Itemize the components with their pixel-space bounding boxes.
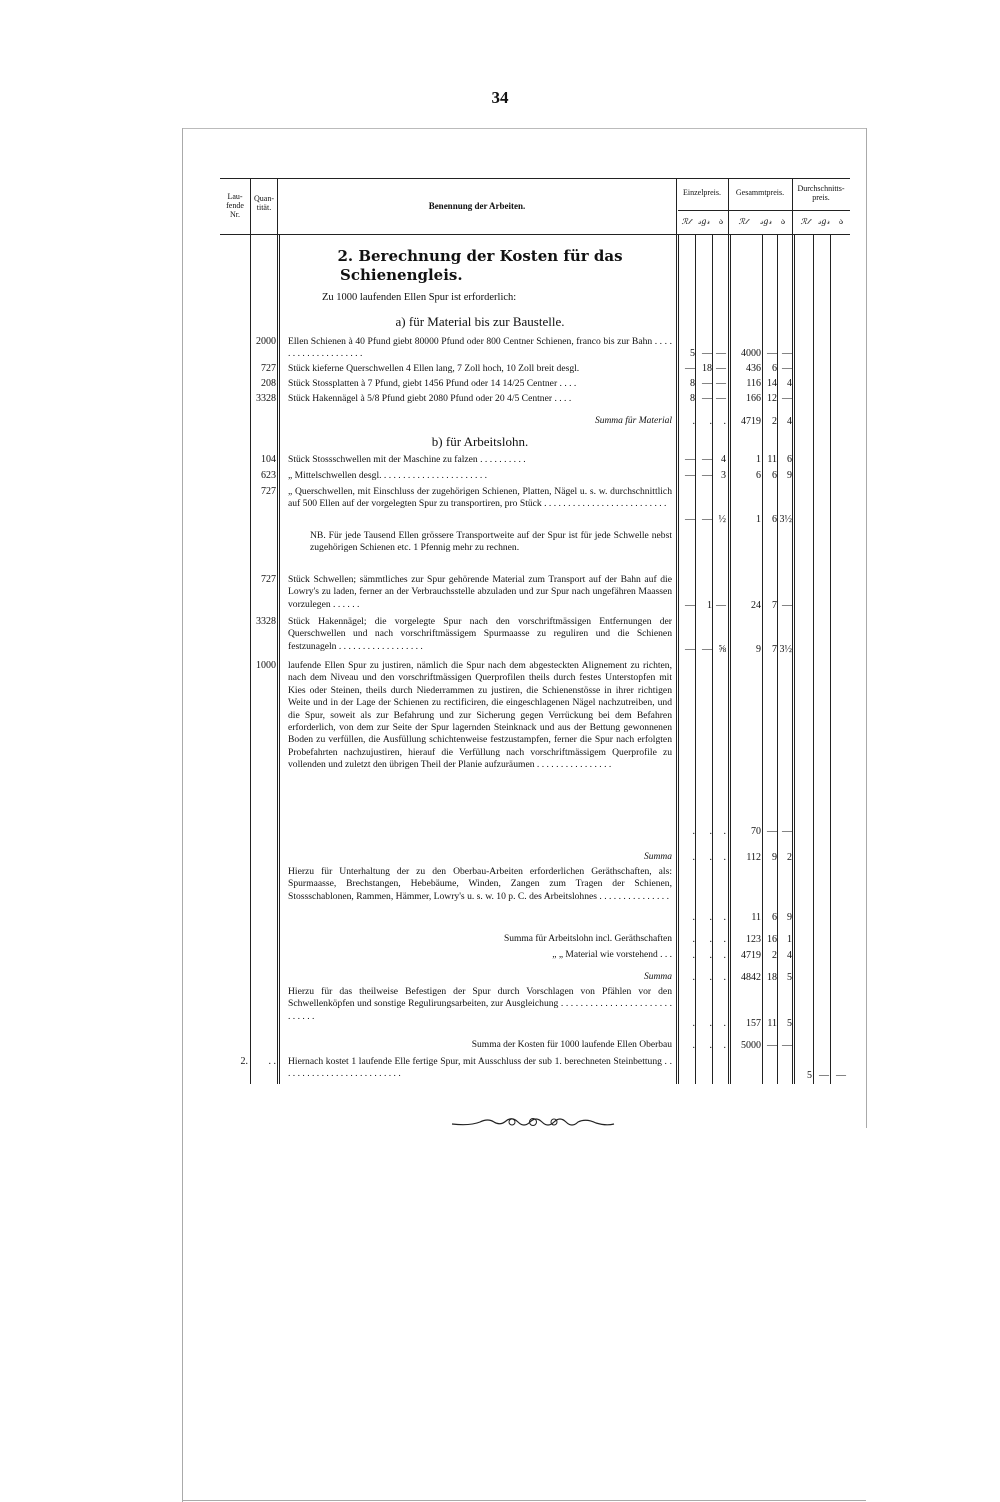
final-qty: . . [268, 1056, 276, 1067]
gp-cell: 6 [772, 470, 777, 481]
gp-cell: 9 [787, 470, 792, 481]
ep-cell: — [702, 348, 712, 359]
dot: . [692, 416, 695, 427]
summa-oberbau-label: Summa der Kosten für 1000 laufende Ellen Oberbau [471, 1040, 672, 1050]
dot: . [692, 950, 695, 961]
ep-cell: 8 [690, 378, 695, 389]
ep-cell: 3 [721, 470, 726, 481]
qty-cell: 208 [261, 378, 276, 389]
final-laufende-nr: 2. [240, 1056, 248, 1067]
gp-cell: 1 [756, 514, 761, 525]
header-einzelpreis: Einzelpreis. [683, 188, 721, 197]
dot: . [723, 912, 726, 923]
header-durchschnitt: Durchschnitts- preis. [797, 184, 845, 202]
header-quantitaet: Quan- tität. [254, 194, 274, 212]
gp-cell: 6 [787, 454, 792, 465]
qty-cell: 3328 [256, 616, 276, 627]
gp-cell: 1 [756, 454, 761, 465]
page-frame-bottom [182, 1500, 866, 1501]
qty-cell: 1000 [256, 660, 276, 671]
gp-cell: 14 [767, 378, 777, 389]
unit-sg-2: 𝓈𝑔𝓇 [760, 217, 772, 226]
summa-mat2-th: 4719 [741, 950, 761, 961]
qty-cell: 3328 [256, 393, 276, 404]
summa-oberbau-d: — [782, 1040, 792, 1051]
ep-cell: 4 [721, 454, 726, 465]
page-frame-left [182, 128, 183, 1502]
ep-cell: — [702, 454, 712, 465]
ep-cell: — [716, 363, 726, 374]
unit-th-3: ℛ𝓉 [800, 217, 810, 226]
subsection-material: a) für Material bis zur Baustelle. [395, 314, 565, 329]
dot: . [723, 416, 726, 427]
ep-cell: — [716, 378, 726, 389]
ep-cell: — [716, 348, 726, 359]
ep-cell: 1 [707, 600, 712, 611]
summa-mat2-d: 4 [787, 950, 792, 961]
geraeth-th: 11 [751, 912, 761, 923]
row-text: Stück Hakennägel; die vorgelegte Spur nach den vorschriftmässigen Entfernungen der Querschwellen und nach vorschriftmässigem Spurmaasse zu reguliren und die Schienen festzunageln . . . . . . . . . . . . . . . . . . [288, 616, 672, 652]
ep-cell: — [685, 454, 695, 465]
gp-cell: — [782, 393, 792, 404]
intro-text: Zu 1000 laufenden Ellen Spur ist erforderlich: [322, 292, 517, 303]
header-laufende: Lau- fende Nr. [226, 192, 244, 219]
dot: . [692, 852, 695, 863]
unit-d-2: ა [780, 217, 786, 226]
ep-cell: . [709, 826, 712, 837]
ep-cell: — [685, 363, 695, 374]
gp-cell: — [782, 600, 792, 611]
ep-cell: — [685, 514, 695, 525]
befestigen-th: 157 [746, 1018, 761, 1029]
gp-cell: — [782, 363, 792, 374]
gp-cell: — [782, 348, 792, 359]
gp-cell: 6 [772, 363, 777, 374]
dot: . [709, 972, 712, 983]
summa-material-th: 4719 [741, 416, 761, 427]
summa2-d: 5 [787, 972, 792, 983]
summa-arbeit-sg: 16 [767, 934, 777, 945]
dot: . [692, 912, 695, 923]
summa2-label: Summa [644, 972, 672, 982]
unit-th: ℛ𝓉 [681, 217, 691, 226]
dot: . [709, 950, 712, 961]
gp-cell: 9 [756, 644, 761, 655]
qty-cell: 727 [261, 363, 276, 374]
geraeth-d: 9 [787, 912, 792, 923]
ep-cell: — [685, 470, 695, 481]
final-text: Hiernach kostet 1 laufende Elle fertige Spur, mit Ausschluss der sub 1. berechneten Steinbettung . . . . . . . . . . . . . . . . . . . . . . . . . . [288, 1056, 672, 1080]
summa1-label: Summa [644, 852, 672, 862]
summa1-d: 2 [787, 852, 792, 863]
ep-cell: — [716, 600, 726, 611]
gp-cell: 7 [772, 644, 777, 655]
summa-mat2-sg: 2 [772, 950, 777, 961]
nb-note: NB. Für jede Tausend Ellen grössere Transportweite auf der Spur ist für jede Schwelle nebst zugehörigen Schienen etc. 1 Pfennig mehr zu rechnen. [310, 530, 672, 554]
gp-cell: 436 [746, 363, 761, 374]
unit-th-2: ℛ𝓉 [738, 217, 748, 226]
ep-cell: — [685, 600, 695, 611]
dot: . [723, 852, 726, 863]
unit-sg-3: 𝓈𝑔𝓇 [818, 217, 830, 226]
ornament-flourish-icon [450, 1114, 616, 1130]
row-text: Stück Schwellen; sämmtliches zur Spur gehörende Material zum Transport auf der Bahn auf die Lowry's zu laden, ferner an der Verbrauchsstelle abzuladen und zur Spur nach ungefähren Maassen vorzulegen . . . . . . [288, 574, 672, 610]
dot: . [692, 934, 695, 945]
header-benennung: Benennung der Arbeiten. [428, 201, 526, 211]
summa-oberbau-th: 5000 [741, 1040, 761, 1051]
ep-cell: . [692, 826, 695, 837]
page-frame-right [866, 128, 867, 1128]
qty-cell: 623 [261, 470, 276, 481]
subsection-arbeitslohn: b) für Arbeitslohn. [431, 434, 529, 449]
dot: . [692, 1040, 695, 1051]
summa2-th: 4842 [741, 972, 761, 983]
dot: . [723, 1018, 726, 1029]
gp-cell: 3½ [779, 514, 792, 525]
qty-cell: 727 [261, 486, 276, 497]
gp-cell: 24 [751, 600, 761, 611]
gp-cell: 6 [756, 470, 761, 481]
gp-cell: — [767, 826, 777, 837]
ep-cell: — [702, 378, 712, 389]
dot: . [723, 1040, 726, 1051]
summa-arbeit-label: Summa für Arbeitslohn incl. Geräthschaften [503, 934, 672, 944]
final-dp-th: 5 [807, 1070, 812, 1081]
geraeth-sg: 6 [772, 912, 777, 923]
gp-cell: — [767, 348, 777, 359]
summa-material-label: Summa für Material [594, 416, 672, 426]
ep-cell: 5 [690, 348, 695, 359]
dot: . [709, 912, 712, 923]
befestigen-text: Hierzu für das theilweise Befestigen der Spur durch Vorschlagen von Pfählen vor den Schwellenköpfen und sonstige Regulirungsarbeiten, zur Ausgleichung . . . . . . . . . . . . . . . . . . . . . . . . . . . . . [288, 986, 672, 1022]
gp-cell: 12 [767, 393, 777, 404]
ep-cell: . [723, 826, 726, 837]
ep-cell: — [702, 470, 712, 481]
row-text: „ Querschwellen, mit Einschluss der zugehörigen Schienen, Platten, Nägel u. s. w. durchschnittlich auf 500 Ellen auf der vorgelegten Spur zu transportiren, pro Stück . . . . . . . . . . . . . . . . . . . . . . . . . . [288, 486, 672, 510]
ep-cell: 8 [690, 393, 695, 404]
gp-cell: 11 [767, 454, 777, 465]
dot: . [709, 1040, 712, 1051]
ep-cell: — [685, 644, 695, 655]
section-title: 2. Berechnung der Kosten für das [337, 247, 623, 265]
ep-cell: ½ [718, 514, 726, 525]
dot: . [723, 972, 726, 983]
geraeth-text: Hierzu für Unterhaltung der zu den Oberbau-Arbeiten erforderlichen Geräthschaften, als: Spurmaasse, Brechstangen, Hebebäume, Winden, Zangen zum Tragen der Schienen, Stossschablonen, Rammen, Hämmer, Lowry's u. s. w. 10 p. C. des Arbeitslohnes . . . . . . . . . . . . . . . [288, 866, 672, 902]
gp-cell: 70 [751, 826, 761, 837]
row-text: Stück Stossplatten à 7 Pfund, giebt 1456 Pfund oder 14 14/25 Centner . . . . [288, 378, 577, 389]
qty-cell: 2000 [256, 336, 276, 347]
dot: . [709, 934, 712, 945]
final-dp-sg: — [819, 1070, 829, 1081]
dot: . [709, 1018, 712, 1029]
unit-sg: 𝓈𝑔𝓇 [698, 217, 710, 226]
unit-d: ა [718, 217, 724, 226]
gp-cell: 4000 [741, 348, 761, 359]
summa-material-d: 4 [787, 416, 792, 427]
gp-cell: 4 [787, 378, 792, 389]
header-gesammtpreis: Gesammtpreis. [735, 188, 785, 197]
summa2-sg: 18 [767, 972, 777, 983]
row-text: „ Mittelschwellen desgl. . . . . . . . . . . . . . . . . . . . . . . [288, 470, 488, 481]
qty-cell: 104 [261, 454, 276, 465]
summa-mat2-label: „ „ Material wie vorstehend . . . [552, 950, 672, 960]
ep-cell: — [716, 393, 726, 404]
ep-cell: 18 [702, 363, 712, 374]
summa-material-sg: 2 [772, 416, 777, 427]
gp-cell: — [782, 826, 792, 837]
dot: . [692, 1018, 695, 1029]
ep-cell: — [702, 514, 712, 525]
summa1-sg: 9 [772, 852, 777, 863]
dot: . [692, 972, 695, 983]
ep-cell: — [702, 644, 712, 655]
row-text: laufende Ellen Spur zu justiren, nämlich die Spur nach dem abgesteckten Alignement zu richten, nach dem Niveau und den vorschriftmässigen Querprofilen theils durch festes Unterstopfen mit Kies oder Steinen, theils durch Niederrammen zu justiren, die Schienenstösse in ihrer richtigen Weite und in der Lage der Schienen zu rectificiren, die eingeschlagenen Nägel nachzutreiben, und die Spur, soweit als zur Befahrung und zur Sicherung gegen Verrückung bei dem Befahren erforderlich, von dem zur Seite der Spur lagernden Steinknack und aus der Bettung gewonnenen Boden zu verfüllen, die Ausfüllung schichtenweise festzustampfen, ferner die Spur nach erfolgten Probefahrten nachzujustiren, hierauf die Verfüllung nach vorschriftmässigem Querprofile zu vollenden und zuletzt den übrigen Theil der Planie aufzuräumen . . . . . . . . . . . . . . . . [288, 660, 672, 771]
gp-cell: 7 [772, 600, 777, 611]
ep-cell: — [702, 393, 712, 404]
summa-arbeit-d: 1 [787, 934, 792, 945]
page-frame [182, 128, 867, 129]
gp-cell: 6 [772, 514, 777, 525]
summa-arbeit-th: 123 [746, 934, 761, 945]
dot: . [709, 416, 712, 427]
final-dp-d: — [836, 1070, 846, 1081]
befestigen-d: 5 [787, 1018, 792, 1029]
dot: . [723, 950, 726, 961]
row-text: Stück kieferne Querschwellen 4 Ellen lang, 7 Zoll hoch, 10 Zoll breit desgl. [288, 363, 580, 374]
dot: . [709, 852, 712, 863]
gp-cell: 3½ [779, 644, 792, 655]
gp-cell: 116 [746, 378, 761, 389]
row-text: Stück Stossschwellen mit der Maschine zu falzen . . . . . . . . . . [288, 454, 526, 465]
row-text: Ellen Schienen à 40 Pfund giebt 80000 Pfund oder 800 Centner Schienen, franco bis zur Bahn . . . . . . . . . . . . . . . . . . . . [288, 336, 672, 360]
ep-cell: ⅝ [718, 644, 726, 655]
dot: . [723, 934, 726, 945]
qty-cell: 727 [261, 574, 276, 585]
table-header [220, 178, 850, 234]
page-number: 34 [491, 88, 509, 107]
summa1-th: 112 [746, 852, 761, 863]
summa-oberbau-sg: — [767, 1040, 777, 1051]
befestigen-sg: 11 [767, 1018, 777, 1029]
section-title-line2: Schienengleis. [340, 266, 463, 284]
unit-d-3: ა [838, 217, 844, 226]
row-text: Stück Hakennägel à 5/8 Pfund giebt 2080 Pfund oder 20 4/5 Centner . . . . [288, 393, 572, 404]
gp-cell: 166 [746, 393, 761, 404]
